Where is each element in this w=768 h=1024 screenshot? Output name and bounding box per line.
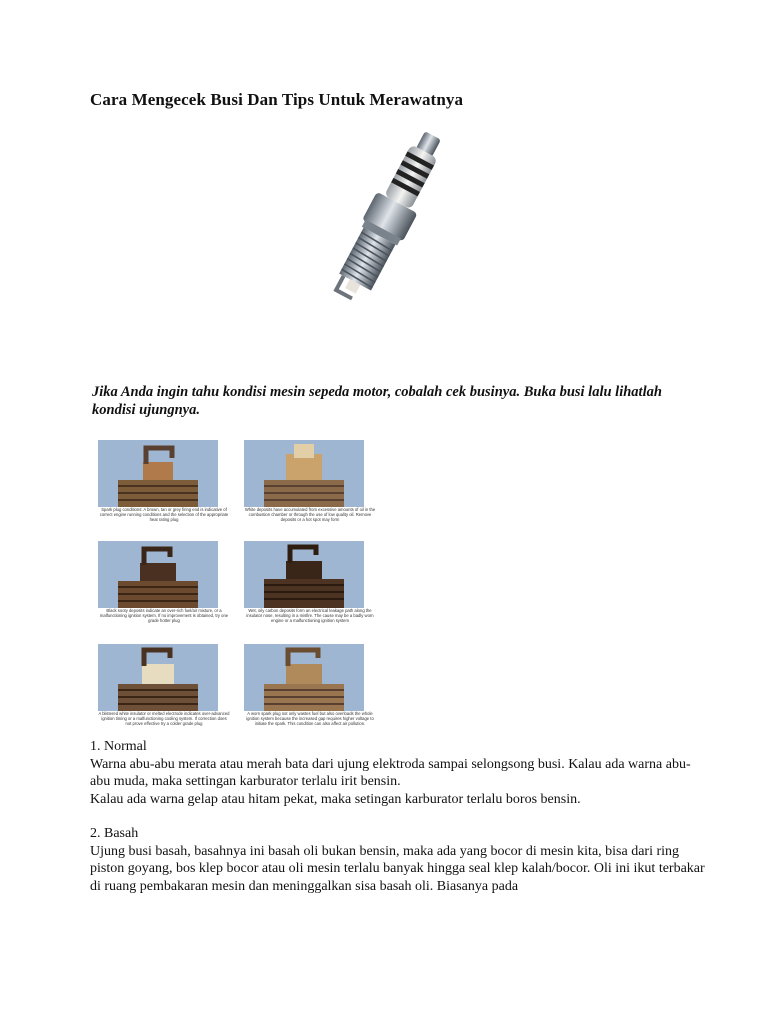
image-caption: Wet, oily carbon deposits form an electrical leakage path along the insulator nose, resulting in a misfire. The cause may be a badly worn engine or a malfunctioning ignition system [246,608,374,624]
plug-condition-image [244,440,376,530]
document-title: Cara Mengecek Busi Dan Tips Untuk Merawatnya [90,90,464,109]
paragraph: Ujung busi basah, basahnya ini basah oli bukan bensin, maka ada yang bocor di mesin kita, bisa dari ring piston goyang, bos klep bocor atau oli mesin terlalu banyak hingga seal klep kalah/bocor. Oli ini ikut terbakar di ruang pembakaran mesin dan meninggalkan sisa basah oli. Biasanya pada [90,843,705,894]
spark-plug-tip-icon [244,644,364,711]
spark-plug-tip-icon [98,644,218,711]
spark-plug-photo [292,124,482,320]
image-caption: Black sooty deposits indicate an over-rich fuel/air mixture, or a malfunctioning ignition system. If no improvement is obtained, try one grade hotter plug [99,608,229,624]
spark-plug-tip-icon [98,541,218,608]
document-body [90,738,710,895]
paragraph: Warna abu-abu merata atau merah bata dari ujung elektroda sampai selongsong busi. Kalau ada warna abu-abu muda, maka settingan karburator terlalu irit bensin. [90,756,691,789]
section-heading: 2. Basah [90,826,139,841]
intro-paragraph: Jika Anda ingin tahu kondisi mesin sepeda motor, cobalah cek businya. Buka busi lalu lihatlah kondisi ujungnya. [92,384,662,418]
spark-plug-conditions-figure [92,438,382,733]
plug-condition-image [98,440,230,530]
image-caption: A blistered white insulator or melted electrode indicates over-advanced ignition timing or a malfunctioning cooling system. If correction does not prove effective try a colder grade plug [98,711,230,727]
image-caption: White deposits have accumulated from excessive amounts of oil in the combustion chamber or through the use of low quality oil. Remove deposits or a hot spot may form [244,507,376,523]
image-caption: Spark plug conditions: A brown, tan or grey firing end is indicative of correct engine running conditions and the selection of the appropriate heat rating plug [99,507,229,523]
spark-plug-tip-icon [244,440,364,507]
plug-condition-image [98,541,230,631]
plug-condition-image [244,541,376,631]
plug-condition-image [244,644,376,734]
image-caption: A worn spark plug not only wastes fuel but also overloads the whole ignition system because the increased gap requires higher voltage to initiate the spark. This condition can also affect air pollution. [246,711,374,727]
paragraph: Kalau ada warna gelap atau hitam pekat, maka setingan karburator terlalu boros bensin. [90,791,581,807]
section-heading: 1. Normal [90,739,147,754]
spark-plug-tip-icon [98,440,218,507]
spark-plug-tip-icon [244,541,364,608]
plug-condition-image [98,644,230,734]
